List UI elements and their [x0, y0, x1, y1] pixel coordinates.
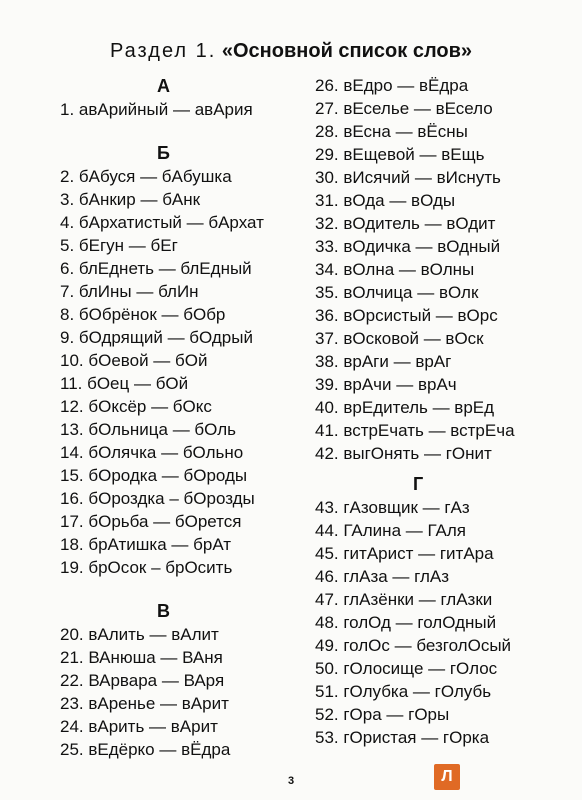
- left-column: [60, 74, 264, 761]
- spacer: [60, 121, 264, 141]
- word-entry: 13. бОльница — бОль: [60, 420, 236, 439]
- word-entry: 36. вОрсистый — вОрс: [315, 306, 498, 325]
- word-entry: 47. глАзёнки — глАзки: [315, 590, 493, 609]
- word-entry: 10. бОевой — бОй: [60, 351, 208, 370]
- word-entry: 25. вЕдёрко — вЁдра: [60, 740, 231, 759]
- word-entry: 39. врАчи — врАч: [315, 375, 457, 394]
- letter-heading-g: Г: [413, 474, 424, 494]
- word-entry: 51. гОлубка — гОлубь: [315, 682, 492, 701]
- letter-heading-a: А: [157, 76, 170, 96]
- word-entry: 44. ГАлина — ГАля: [315, 521, 466, 540]
- page-number: 3: [287, 775, 295, 787]
- word-entry: 15. бОродка — бОроды: [60, 466, 248, 485]
- page-title: [0, 40, 582, 63]
- word-entry: 5. бЕгун — бЕг: [60, 236, 178, 255]
- word-entry: 50. гОлосище — гОлос: [315, 659, 498, 678]
- word-entry: 43. гАзовщик — гАз: [315, 498, 470, 517]
- word-entry: 16. бОроздка – бОрозды: [60, 489, 255, 508]
- word-entry: 40. врЕдитель — врЕд: [315, 398, 495, 417]
- word-entry: 29. вЕщевой — вЕщь: [315, 145, 485, 164]
- word-entry: 8. бОбрёнок — бОбр: [60, 305, 226, 324]
- word-entry: 30. вИсячий — вИснуть: [315, 168, 501, 187]
- publisher-logo: Л: [434, 764, 460, 790]
- word-entry: 17. бОрьба — бОрется: [60, 512, 242, 531]
- right-column: [315, 74, 515, 749]
- word-entry: 7. блИны — блИн: [60, 282, 199, 301]
- word-entry: 49. голОс — безголОсый: [315, 636, 512, 655]
- word-entry: 4. бАрхатистый — бАрхат: [60, 213, 264, 232]
- word-entry: 6. блЕднеть — блЕдный: [60, 259, 252, 278]
- word-entry: 31. вОда — вОды: [315, 191, 456, 210]
- word-entry: 35. вОлчица — вОлк: [315, 283, 479, 302]
- word-entry: 37. вОсковой — вОск: [315, 329, 484, 348]
- spacer: [315, 465, 515, 472]
- spacer: [60, 579, 264, 599]
- section-subtitle: «Основной список слов»: [221, 40, 473, 62]
- word-entry: 11. бОец — бОй: [60, 374, 189, 393]
- word-entry: 34. вОлна — вОлны: [315, 260, 475, 279]
- word-entry: 20. вАлить — вАлит: [60, 625, 219, 644]
- word-entry: 38. врАги — врАг: [315, 352, 452, 371]
- word-entry: 28. вЕсна — вЁсны: [315, 122, 468, 141]
- letter-heading-v: В: [157, 601, 170, 621]
- word-entry: 53. гОристая — гОрка: [315, 728, 490, 747]
- word-entry: 18. брАтишка — брАт: [60, 535, 232, 554]
- word-entry: 19. брОсок – брОсить: [60, 558, 233, 577]
- word-entry: 52. гОра — гОры: [315, 705, 450, 724]
- word-entry: 21. ВАнюша — ВАня: [60, 648, 223, 667]
- section-label: Раздел 1.: [109, 40, 217, 62]
- word-entry: 33. вОдичка — вОдный: [315, 237, 501, 256]
- word-entry: 14. бОлячка — бОльно: [60, 443, 244, 462]
- word-entry: 26. вЕдро — вЁдра: [315, 76, 469, 95]
- word-entry: 45. гитАрист — гитАра: [315, 544, 494, 563]
- word-entry: 3. бАнкир — бАнк: [60, 190, 201, 209]
- word-entry: 22. ВАрвара — ВАря: [60, 671, 225, 690]
- word-entry: 48. голОд — голОдный: [315, 613, 497, 632]
- word-entry: 42. выгОнять — гОнит: [315, 444, 492, 463]
- word-entry: 41. встрЕчать — встрЕча: [315, 421, 515, 440]
- word-entry: 27. вЕселье — вЕсело: [315, 99, 493, 118]
- word-entry: 24. вАрить — вАрит: [60, 717, 218, 736]
- word-entry: 1. авАрийный — авАрия: [60, 100, 253, 119]
- word-entry: 2. бАбуся — бАбушка: [60, 167, 232, 186]
- word-entry: 23. вАренье — вАрит: [60, 694, 229, 713]
- letter-heading-b: Б: [157, 143, 170, 163]
- word-entry: 12. бОксёр — бОкс: [60, 397, 212, 416]
- word-entry: 46. глАза — глАз: [315, 567, 450, 586]
- word-entry: 32. вОдитель — вОдит: [315, 214, 496, 233]
- word-entry: 9. бОдрящий — бОдрый: [60, 328, 253, 347]
